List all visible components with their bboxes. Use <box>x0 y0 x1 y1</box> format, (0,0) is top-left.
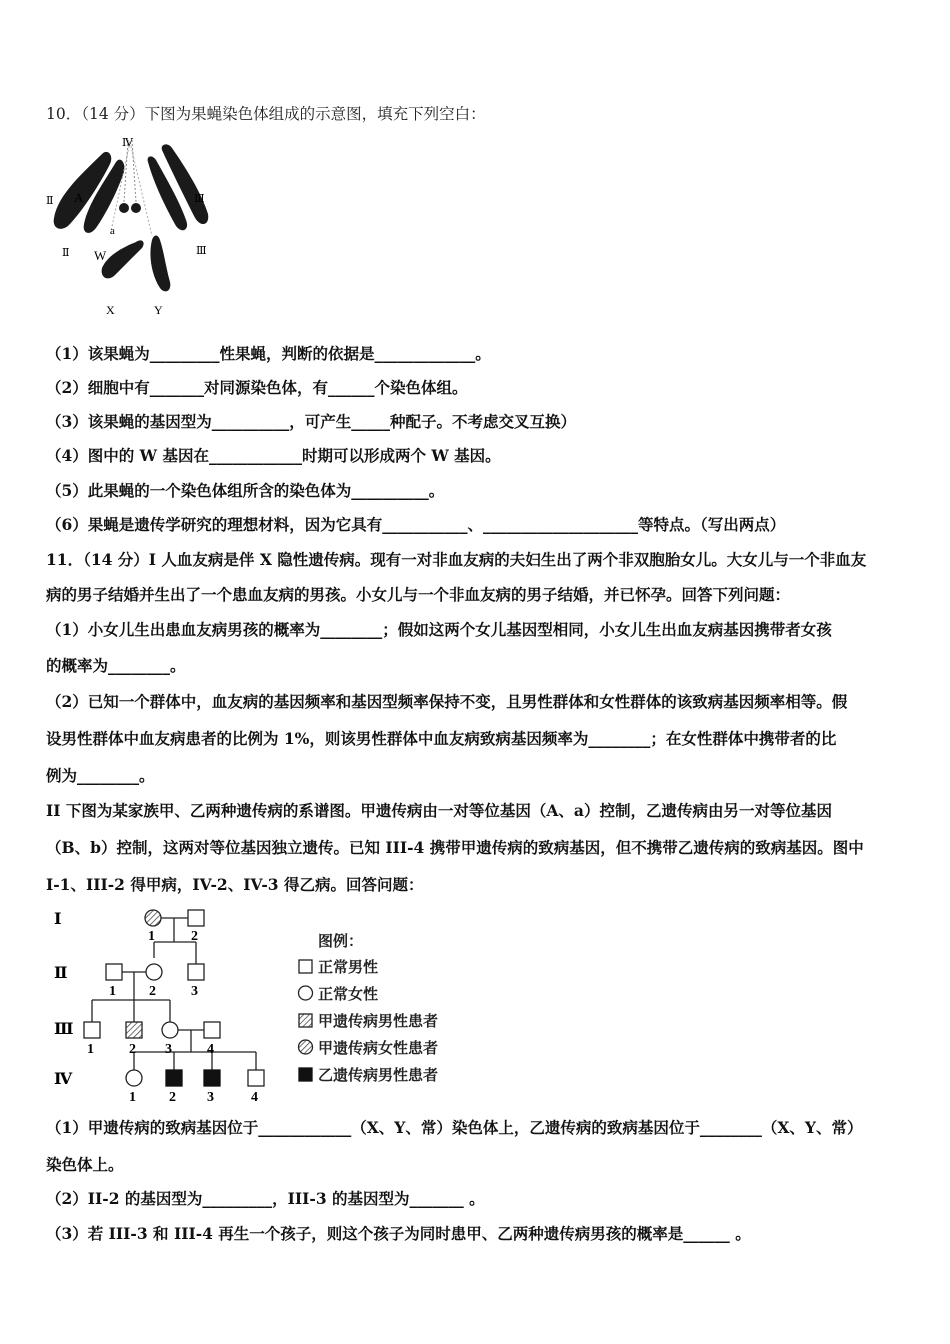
pedigree-IV-4 <box>248 1070 264 1086</box>
q11-part1-line-2: 的概率为________。 <box>46 656 186 675</box>
pedigree-IV-1 <box>126 1070 142 1086</box>
q11-part2-line-1: （2）已知一个群体中，血友病的基因频率和基因型频率保持不变，且男性群体和女性群体的该致病基因频率相等。假 <box>46 692 848 711</box>
num-IV-4: 4 <box>251 1090 258 1105</box>
legend-title: 图例： <box>318 934 364 950</box>
num-IV-3: 3 <box>207 1090 214 1105</box>
pedigree-IV-2 <box>166 1070 182 1086</box>
q11-part1-line-1: （1）小女儿生出患血友病男孩的概率为________；假如这两个女儿基因型相同，小女儿生出血友病基因携带者女孩 <box>46 620 832 639</box>
q10-item-4: （4）图中的 W 基因在____________时期可以形成两个 W 基因。 <box>46 446 501 465</box>
num-IV-1: 1 <box>129 1090 136 1105</box>
q10-item-2: （2）细胞中有_______对同源染色体，有______个染色体组。 <box>46 378 468 397</box>
label-iv: Ⅳ <box>122 137 133 149</box>
question-10-header: 10．（14 分）下图为果蝇染色体组成的示意图，填充下列空白： <box>46 105 486 123</box>
gen-label-I: Ⅰ <box>54 911 62 928</box>
num-I-2: 2 <box>191 929 198 944</box>
pedigree-III-3 <box>162 1022 178 1038</box>
num-II-3: 3 <box>191 984 198 999</box>
legend-jia-female: 甲遗传病女性患者 <box>318 1041 439 1057</box>
q11-section2-line-1: II 下图为某家族甲、乙两种遗传病的系谱图。甲遗传病由一对等位基因（A、a）控制，乙遗传病由另一对等位基因 <box>46 801 832 820</box>
q10-item-5: （5）此果蝇的一个染色体组所含的染色体为__________。 <box>46 481 445 500</box>
num-II-1: 1 <box>109 984 116 999</box>
num-III-1: 1 <box>87 1042 94 1057</box>
label-ii-bottom: Ⅱ <box>62 247 70 259</box>
q10-item-1: （1）该果蝇为_________性果蝇，判断的依据是_____________。 <box>46 344 491 363</box>
chromosome-iv-left <box>119 203 129 213</box>
pedigree-IV-3 <box>204 1070 220 1086</box>
q11-header-line-2: 病的男子结婚并生出了一个患血友病的男孩。小女儿与一个非血友病的男子结婚，并已怀孕。回答下列问题： <box>46 585 791 604</box>
num-I-1: 1 <box>148 929 155 944</box>
label-Y: Y <box>154 303 163 317</box>
q10-item-3: （3）该果蝇的基因型为__________，可产生_____种配子。不考虑交叉互换） <box>46 412 577 431</box>
q11-header-line-1: 11．（14 分）I 人血友病是伴 X 隐性遗传病。现有一对非血友病的夫妇生出了两个非双胞胎女儿。大女儿与一个非血友 <box>46 550 867 569</box>
q11-question-2: （2）II-2 的基因型为_________，III-3 的基因型为_______ 。 <box>46 1189 485 1208</box>
q11-question-1-line-2: 染色体上。 <box>46 1155 124 1174</box>
label-A: A <box>74 190 84 205</box>
q11-part2-line-3: 例为________。 <box>46 766 155 785</box>
q11-section2-line-3: I-1、III-2 得甲病，IV-2、IV-3 得乙病。回答问题： <box>46 875 424 894</box>
legend-normal-male: 正常男性 <box>318 960 379 976</box>
pedigree-III-1 <box>84 1022 100 1038</box>
label-a: a <box>110 225 115 237</box>
chromosome-iv-right <box>131 203 141 213</box>
label-iii-top: Ⅲ <box>194 193 205 205</box>
chromosome-y <box>150 236 170 292</box>
q11-question-1-line-1: （1）甲遗传病的致病基因位于____________（X、Y、常）染色体上，乙遗传病的致病基因位于________（X、Y、常） <box>46 1118 863 1137</box>
num-III-4: 4 <box>207 1042 214 1057</box>
label-iii-bottom: Ⅲ <box>196 245 207 257</box>
q11-question-3: （3）若 III-3 和 III-4 再生一个孩子，则这个孩子为同时患甲、乙两种遗传病男孩的概率是______ 。 <box>46 1224 751 1243</box>
pedigree-I-1 <box>145 910 161 926</box>
pedigree-II-2 <box>146 964 162 980</box>
pedigree-I-2 <box>188 910 204 926</box>
legend-normal-male-symbol <box>299 960 312 973</box>
pedigree-II-1 <box>106 964 122 980</box>
num-III-2: 2 <box>129 1042 136 1057</box>
gen-label-IV: Ⅳ <box>54 1071 73 1088</box>
num-III-3: 3 <box>165 1042 172 1057</box>
num-IV-2: 2 <box>169 1090 176 1105</box>
pedigree-II-3 <box>188 964 204 980</box>
q11-part2-line-2: 设男性群体中血友病患者的比例为 1%，则该男性群体中血友病致病基因频率为________；在女性群体中携带者的比 <box>46 729 837 748</box>
pedigree-III-2 <box>126 1022 142 1038</box>
label-X: X <box>106 303 115 317</box>
legend-normal-female-symbol <box>299 986 313 1000</box>
legend-normal-female: 正常女性 <box>318 987 379 1003</box>
q11-section2-line-2: （B、b）控制，这两对等位基因独立遗传。已知 III-4 携带甲遗传病的致病基因，但不携带乙遗传病的致病基因。图中 <box>46 838 864 857</box>
num-II-2: 2 <box>149 984 156 999</box>
pedigree-chart <box>50 900 490 1110</box>
gen-label-III: Ⅲ <box>54 1021 74 1038</box>
label-ii-top: Ⅱ <box>46 195 54 207</box>
chromosome-figure <box>44 132 224 322</box>
gen-label-II: Ⅱ <box>54 965 68 982</box>
chromosome-x <box>102 240 144 278</box>
pedigree-III-4 <box>204 1022 220 1038</box>
legend-jia-female-symbol <box>299 1040 313 1054</box>
legend-yi-male-symbol <box>299 1068 312 1081</box>
legend-yi-male: 乙遗传病男性患者 <box>318 1068 439 1084</box>
q10-item-6: （6）果蝇是遗传学研究的理想材料，因为它具有___________、____________________等特点。（写出两点） <box>46 515 786 534</box>
legend-jia-male: 甲遗传病男性患者 <box>318 1014 439 1030</box>
legend-jia-male-symbol <box>299 1014 312 1027</box>
label-W: W <box>94 248 107 263</box>
